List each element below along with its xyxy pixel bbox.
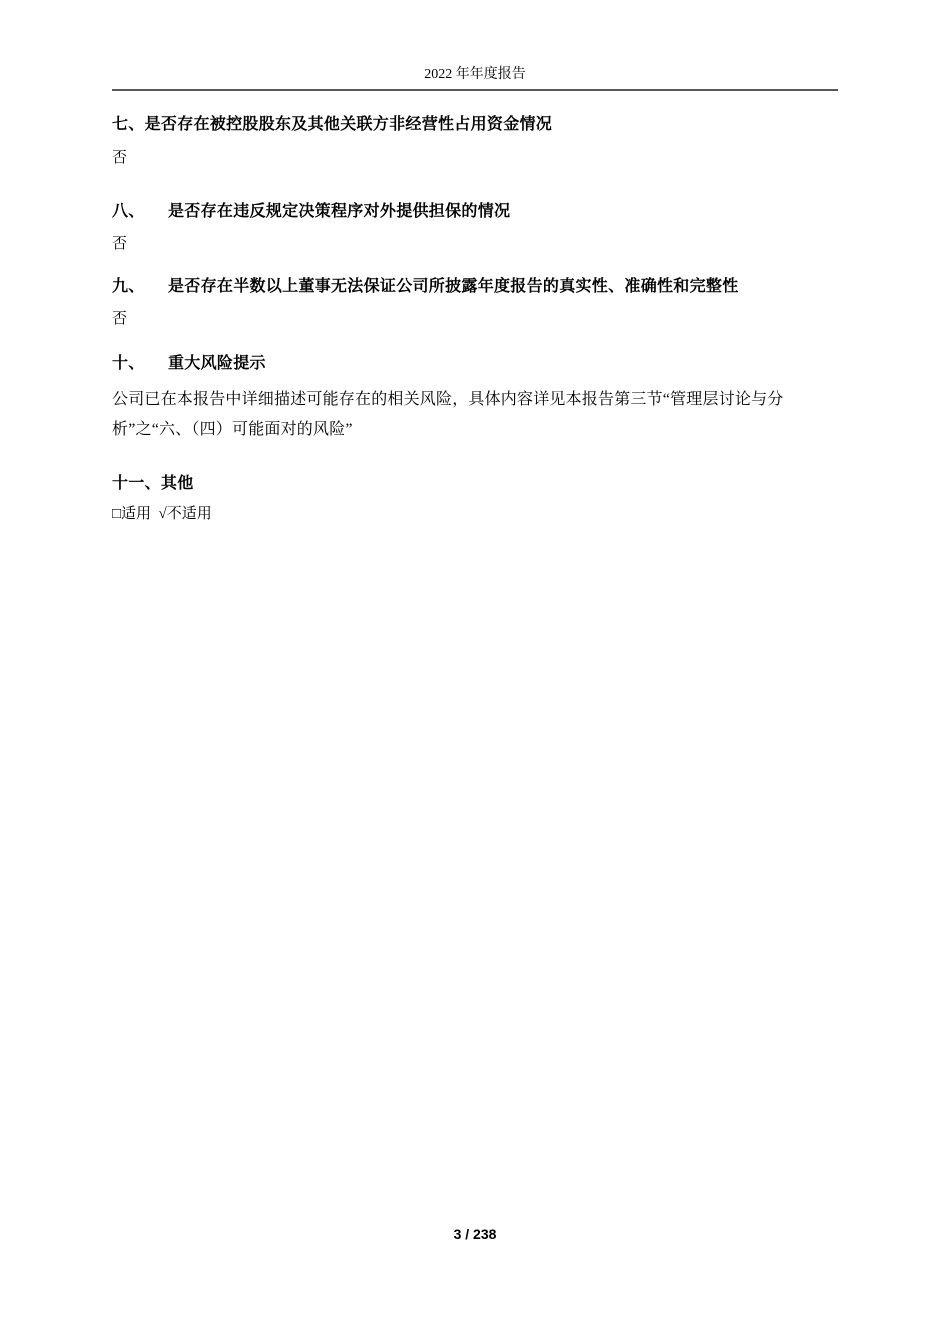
section-9-heading [112,277,838,297]
report-title: 2022 年年度报告 [424,67,526,82]
section-10-number: 十、 [112,355,145,372]
section-9-number: 九、 [112,278,145,295]
section-8-heading [112,202,838,222]
section-7-answer: 否 [112,150,128,166]
section-11-title: 其他 [160,475,194,492]
section-10-heading [112,354,838,374]
section-7-number: 七、 [112,116,145,133]
section-10-paragraph [112,385,838,445]
section-11-number: 十一、 [112,475,161,492]
risk-paragraph-line-1: 公司已在本报告中详细描述可能存在的相关风险，具体内容详见本报告第三节“管理层讨论与分 [112,391,784,408]
page-header [112,66,838,91]
section-10-title: 重大风险提示 [168,355,266,372]
page-number: 3 / 238 [453,1226,497,1242]
section-7-heading [112,115,838,135]
applicability-line: □适用 √不适用 [112,506,212,522]
risk-paragraph-line-2: 析”之“六、（四）可能面对的风险” [112,421,353,438]
section-7-title: 是否存在被控股股东及其他关联方非经营性占用资金情况 [144,116,553,133]
section-8-title: 是否存在违反规定决策程序对外提供担保的情况 [168,203,511,220]
section-11-heading [112,474,838,494]
section-9-title: 是否存在半数以上董事无法保证公司所披露年度报告的真实性、准确性和完整性 [168,278,739,295]
section-9-answer: 否 [112,311,128,327]
section-8-number: 八、 [112,203,145,220]
section-8-answer: 否 [112,236,128,252]
